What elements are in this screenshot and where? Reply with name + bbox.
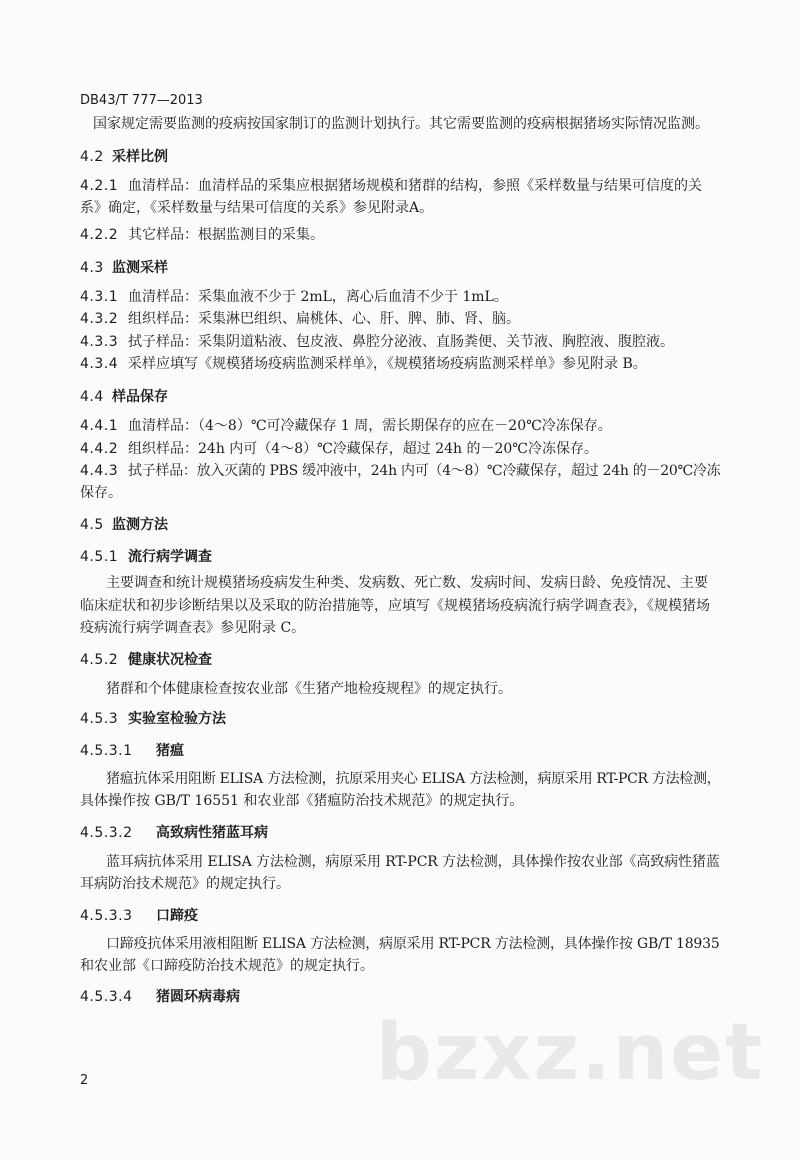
paragraph: 临床症状和初步诊断结果以及采取的防治措施等，应填写《规模猪场疫病流行病学调查表》，《规模猪场 xyxy=(80,598,710,614)
paragraph: 耳病防治技术规范》的规定执行。 xyxy=(80,876,290,892)
clause: 4.4.1 血清样品：（4～8）℃可冷藏保存 1 周，需长期保存的应在－20℃冷冻保存。 xyxy=(80,418,612,434)
section-heading: 4.3 监测采样 xyxy=(80,260,168,276)
clause: 4.4.3 拭子样品：放入灭菌的 PBS 缓冲液中，24h 内可（4～8）℃冷藏保存，超过 24h 的－20℃冷冻 xyxy=(80,463,721,479)
clause: 4.3.4 采样应填写《规模猪场疫病监测采样单》，《规模猪场疫病监测采样单》参见附录 B。 xyxy=(80,356,647,372)
subsubsection-heading: 4.5.3.1 猪瘟 xyxy=(80,743,184,759)
paragraph: 具体操作按 GB/T 16551 和农业部《猪瘟防治技术规范》的规定执行。 xyxy=(80,793,524,809)
subsubsection-heading: 4.5.3.3 口蹄疫 xyxy=(80,908,198,924)
section-heading: 4.5 监测方法 xyxy=(80,517,168,533)
section-heading: 4.2 采样比例 xyxy=(80,149,168,165)
paragraph: 蓝耳病抗体采用 ELISA 方法检测，病原采用 RT-PCR 方法检测，具体操作按农业部《高致病性猪蓝 xyxy=(106,854,720,870)
paragraph: 猪瘟抗体采用阻断 ELISA 方法检测，抗原采用夹心 ELISA 方法检测，病原采用 RT-PCR 方法检测， xyxy=(106,771,721,787)
section-heading: 4.4 样品保存 xyxy=(80,389,168,405)
document-code: DB43/T 777—2013 xyxy=(80,93,203,108)
subsubsection-heading: 4.5.3.4 猪圆环病毒病 xyxy=(80,989,240,1005)
clause-continuation: 保存。 xyxy=(80,485,122,501)
paragraph: 猪群和个体健康检查按农业部《生猪产地检疫规程》的规定执行。 xyxy=(106,681,512,697)
clause: 4.4.2 组织样品：24h 内可（4～8）℃冷藏保存，超过 24h 的－20℃冷冻保存。 xyxy=(80,441,598,457)
paragraph: 主要调查和统计规模猪场疫病发生种类、发病数、死亡数、发病时间、发病日龄、免疫情况、主要 xyxy=(106,575,708,591)
page-number: 2 xyxy=(80,1073,89,1088)
watermark: bzxz.net xyxy=(376,1008,765,1098)
paragraph: 和农业部《口蹄疫防治技术规范》的规定执行。 xyxy=(80,958,374,974)
clause: 4.2.1 血清样品：血清样品的采集应根据猪场规模和猪群的结构，参照《采样数量与结果可信度的关 xyxy=(80,178,702,194)
body-text: 国家规定需要监测的疫病按国家制订的监测计划执行。其它需要监测的疫病根据猪场实际情况监测。 xyxy=(93,116,709,132)
subsection-heading: 4.5.1 流行病学调查 xyxy=(80,549,212,565)
paragraph: 口蹄疫抗体采用液相阻断 ELISA 方法检测，病原采用 RT-PCR 方法检测，具体操作按 GB/T 18935 xyxy=(106,936,720,952)
paragraph: 疫病流行病学调查表》参见附录 C。 xyxy=(80,620,306,636)
clause: 4.3.2 组织样品：采集淋巴组织、扁桃体、心、肝、脾、肺、肾、脑。 xyxy=(80,311,520,327)
clause-continuation: 系》确定，《采样数量与结果可信度的关系》参见附录A。 xyxy=(80,200,434,216)
clause: 4.3.1 血清样品：采集血液不少于 2mL，离心后血清不少于 1mL。 xyxy=(80,289,508,305)
clause: 4.2.2 其它样品：根据监测目的采集。 xyxy=(80,227,324,243)
subsection-heading: 4.5.2 健康状况检查 xyxy=(80,652,212,668)
subsubsection-heading: 4.5.3.2 高致病性猪蓝耳病 xyxy=(80,825,268,841)
clause: 4.3.3 拭子样品：采集阴道粘液、包皮液、鼻腔分泌液、直肠粪便、关节液、胸腔液、腹腔液。 xyxy=(80,334,674,350)
subsection-heading: 4.5.3 实验室检验方法 xyxy=(80,711,226,727)
